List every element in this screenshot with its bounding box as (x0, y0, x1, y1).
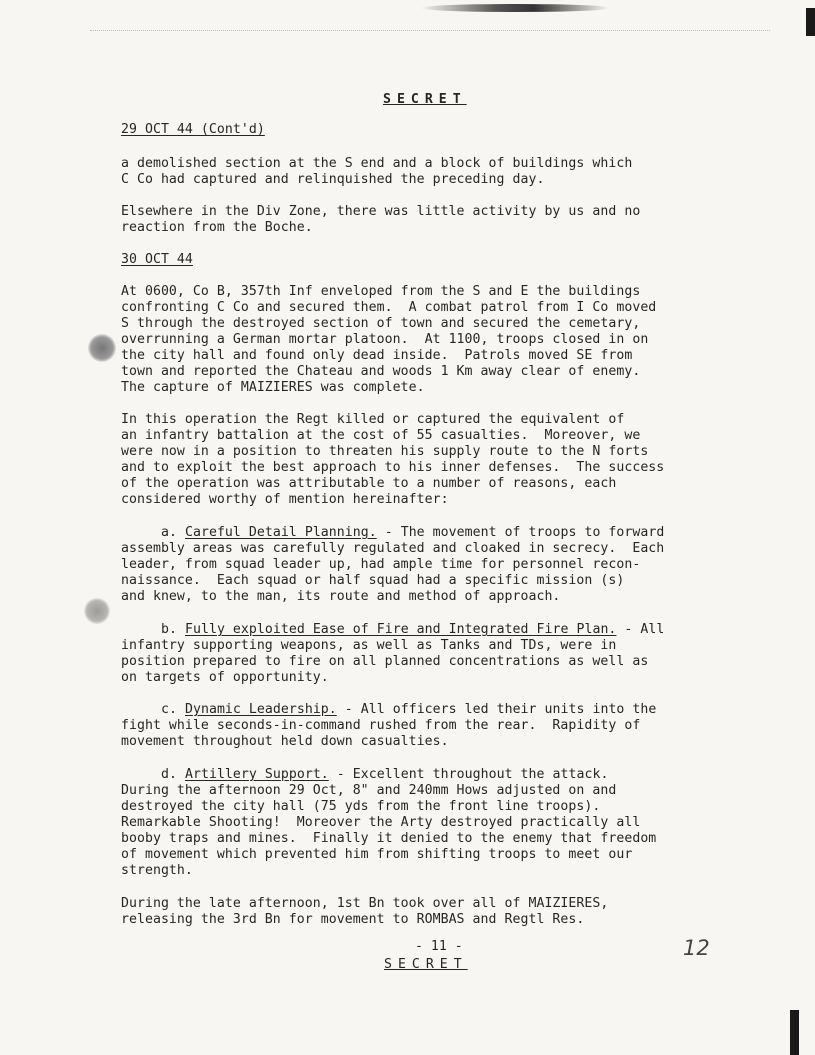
text-line: a demolished section at the S end and a block of buildings which (121, 156, 633, 171)
text-line: assembly areas was carefully regulated and cloaked in secrecy. Each (121, 541, 665, 556)
text-line: In this operation the Regt killed or captured the equivalent of (121, 412, 625, 427)
item-letter: a. (161, 525, 177, 540)
text-line: Remarkable Shooting! Moreover the Arty destroyed practically all (121, 815, 641, 830)
text-line: of movement which prevented him from shifting troops to meet our (121, 847, 633, 862)
text-line: confronting C Co and secured them. A combat patrol from I Co moved (121, 300, 657, 315)
text-line: an infantry battalion at the cost of 55 casualties. Moreover, we (121, 428, 641, 443)
item-text: - Excellent throughout the attack. (328, 767, 609, 782)
page-number: - 11 - (415, 939, 463, 954)
text-line: reaction from the Boche. (121, 220, 313, 235)
text-line: Elsewhere in the Div Zone, there was little activity by us and no (121, 204, 641, 219)
item-b-first-line (161, 622, 664, 638)
text-line: booby traps and mines. Finally it denied to the enemy that freedom (121, 831, 657, 846)
text-line: At 0600, Co B, 357th Inf enveloped from the S and E the buildings (121, 284, 641, 299)
item-text: - The movement of troops to forward (376, 525, 665, 540)
text-line: strength. (121, 863, 193, 878)
text-line: and to exploit the best approach to his inner defenses. The success (121, 460, 665, 475)
text-line: the city hall and found only dead inside. Patrols moved SE from (121, 348, 633, 363)
hole-punch-mark (88, 334, 116, 362)
text-line: movement throughout held down casualties. (121, 734, 449, 749)
text-line: fight while seconds-in-command rushed from the rear. Rapidity of (121, 718, 641, 733)
text-line: infantry supporting weapons, as well as Tanks and TDs, were in (121, 638, 617, 653)
item-c-first-line (161, 702, 656, 718)
text-line: destroyed the city hall (75 yds from the front line troops). (121, 799, 601, 814)
classification-footer: SECRET (384, 957, 468, 972)
date-heading: 30 OCT 44 (121, 252, 193, 267)
text-line: naissance. Each squad or half squad had a specific mission (s) (121, 573, 625, 588)
text-line: S through the destroyed section of town and secured the cemetary, (121, 316, 641, 331)
handwritten-page-number: 12 (683, 936, 710, 960)
scan-smudge (420, 4, 610, 12)
item-letter: d. (161, 767, 177, 782)
text-line: The capture of MAIZIERES was complete. (121, 380, 425, 395)
text-line: town and reported the Chateau and woods 1 Km away clear of enemy. (121, 364, 641, 379)
text-line: leader, from squad leader up, had ample time for personnel recon- (121, 557, 641, 572)
item-text: - All officers led their units into the (336, 702, 657, 717)
text-line: position prepared to fire on all planned concentrations as well as (121, 654, 649, 669)
classification-header: SECRET (383, 92, 467, 107)
text-line: of the operation was attributable to a number of reasons, each (121, 476, 617, 491)
text-line: were now in a position to threaten his supply route to the N forts (121, 444, 649, 459)
text-line: C Co had captured and relinquished the preceding day. (121, 172, 545, 187)
text-line: on targets of opportunity. (121, 670, 329, 685)
item-text: - All (616, 622, 665, 637)
scan-edge-mark (806, 8, 815, 36)
text-line: releasing the 3rd Bn for movement to ROMBAS and Regtl Res. (121, 912, 585, 927)
item-letter: b. (161, 622, 177, 637)
hole-punch-mark (84, 598, 110, 624)
text-line: considered worthy of mention hereinafter: (121, 492, 449, 507)
text-line: During the late afternoon, 1st Bn took over all of MAIZIERES, (121, 896, 609, 911)
item-title: Artillery Support. (184, 767, 329, 782)
item-title: Dynamic Leadership. (184, 702, 337, 717)
text-line: and knew, to the man, its route and method of approach. (121, 589, 561, 604)
item-title: Careful Detail Planning. (184, 525, 377, 540)
text-line: During the afternoon 29 Oct, 8" and 240mm Hows adjusted on and (121, 783, 617, 798)
scan-dotted-line (90, 30, 770, 31)
item-d-first-line (161, 767, 608, 783)
item-letter: c. (161, 702, 177, 717)
scan-edge-mark (790, 1010, 799, 1055)
item-title: Fully exploited Ease of Fire and Integrated Fire Plan. (184, 622, 617, 637)
date-heading: 29 OCT 44 (Cont'd) (121, 122, 265, 137)
item-a-first-line (161, 525, 664, 541)
text-line: overrunning a German mortar platoon. At 1100, troops closed in on (121, 332, 649, 347)
